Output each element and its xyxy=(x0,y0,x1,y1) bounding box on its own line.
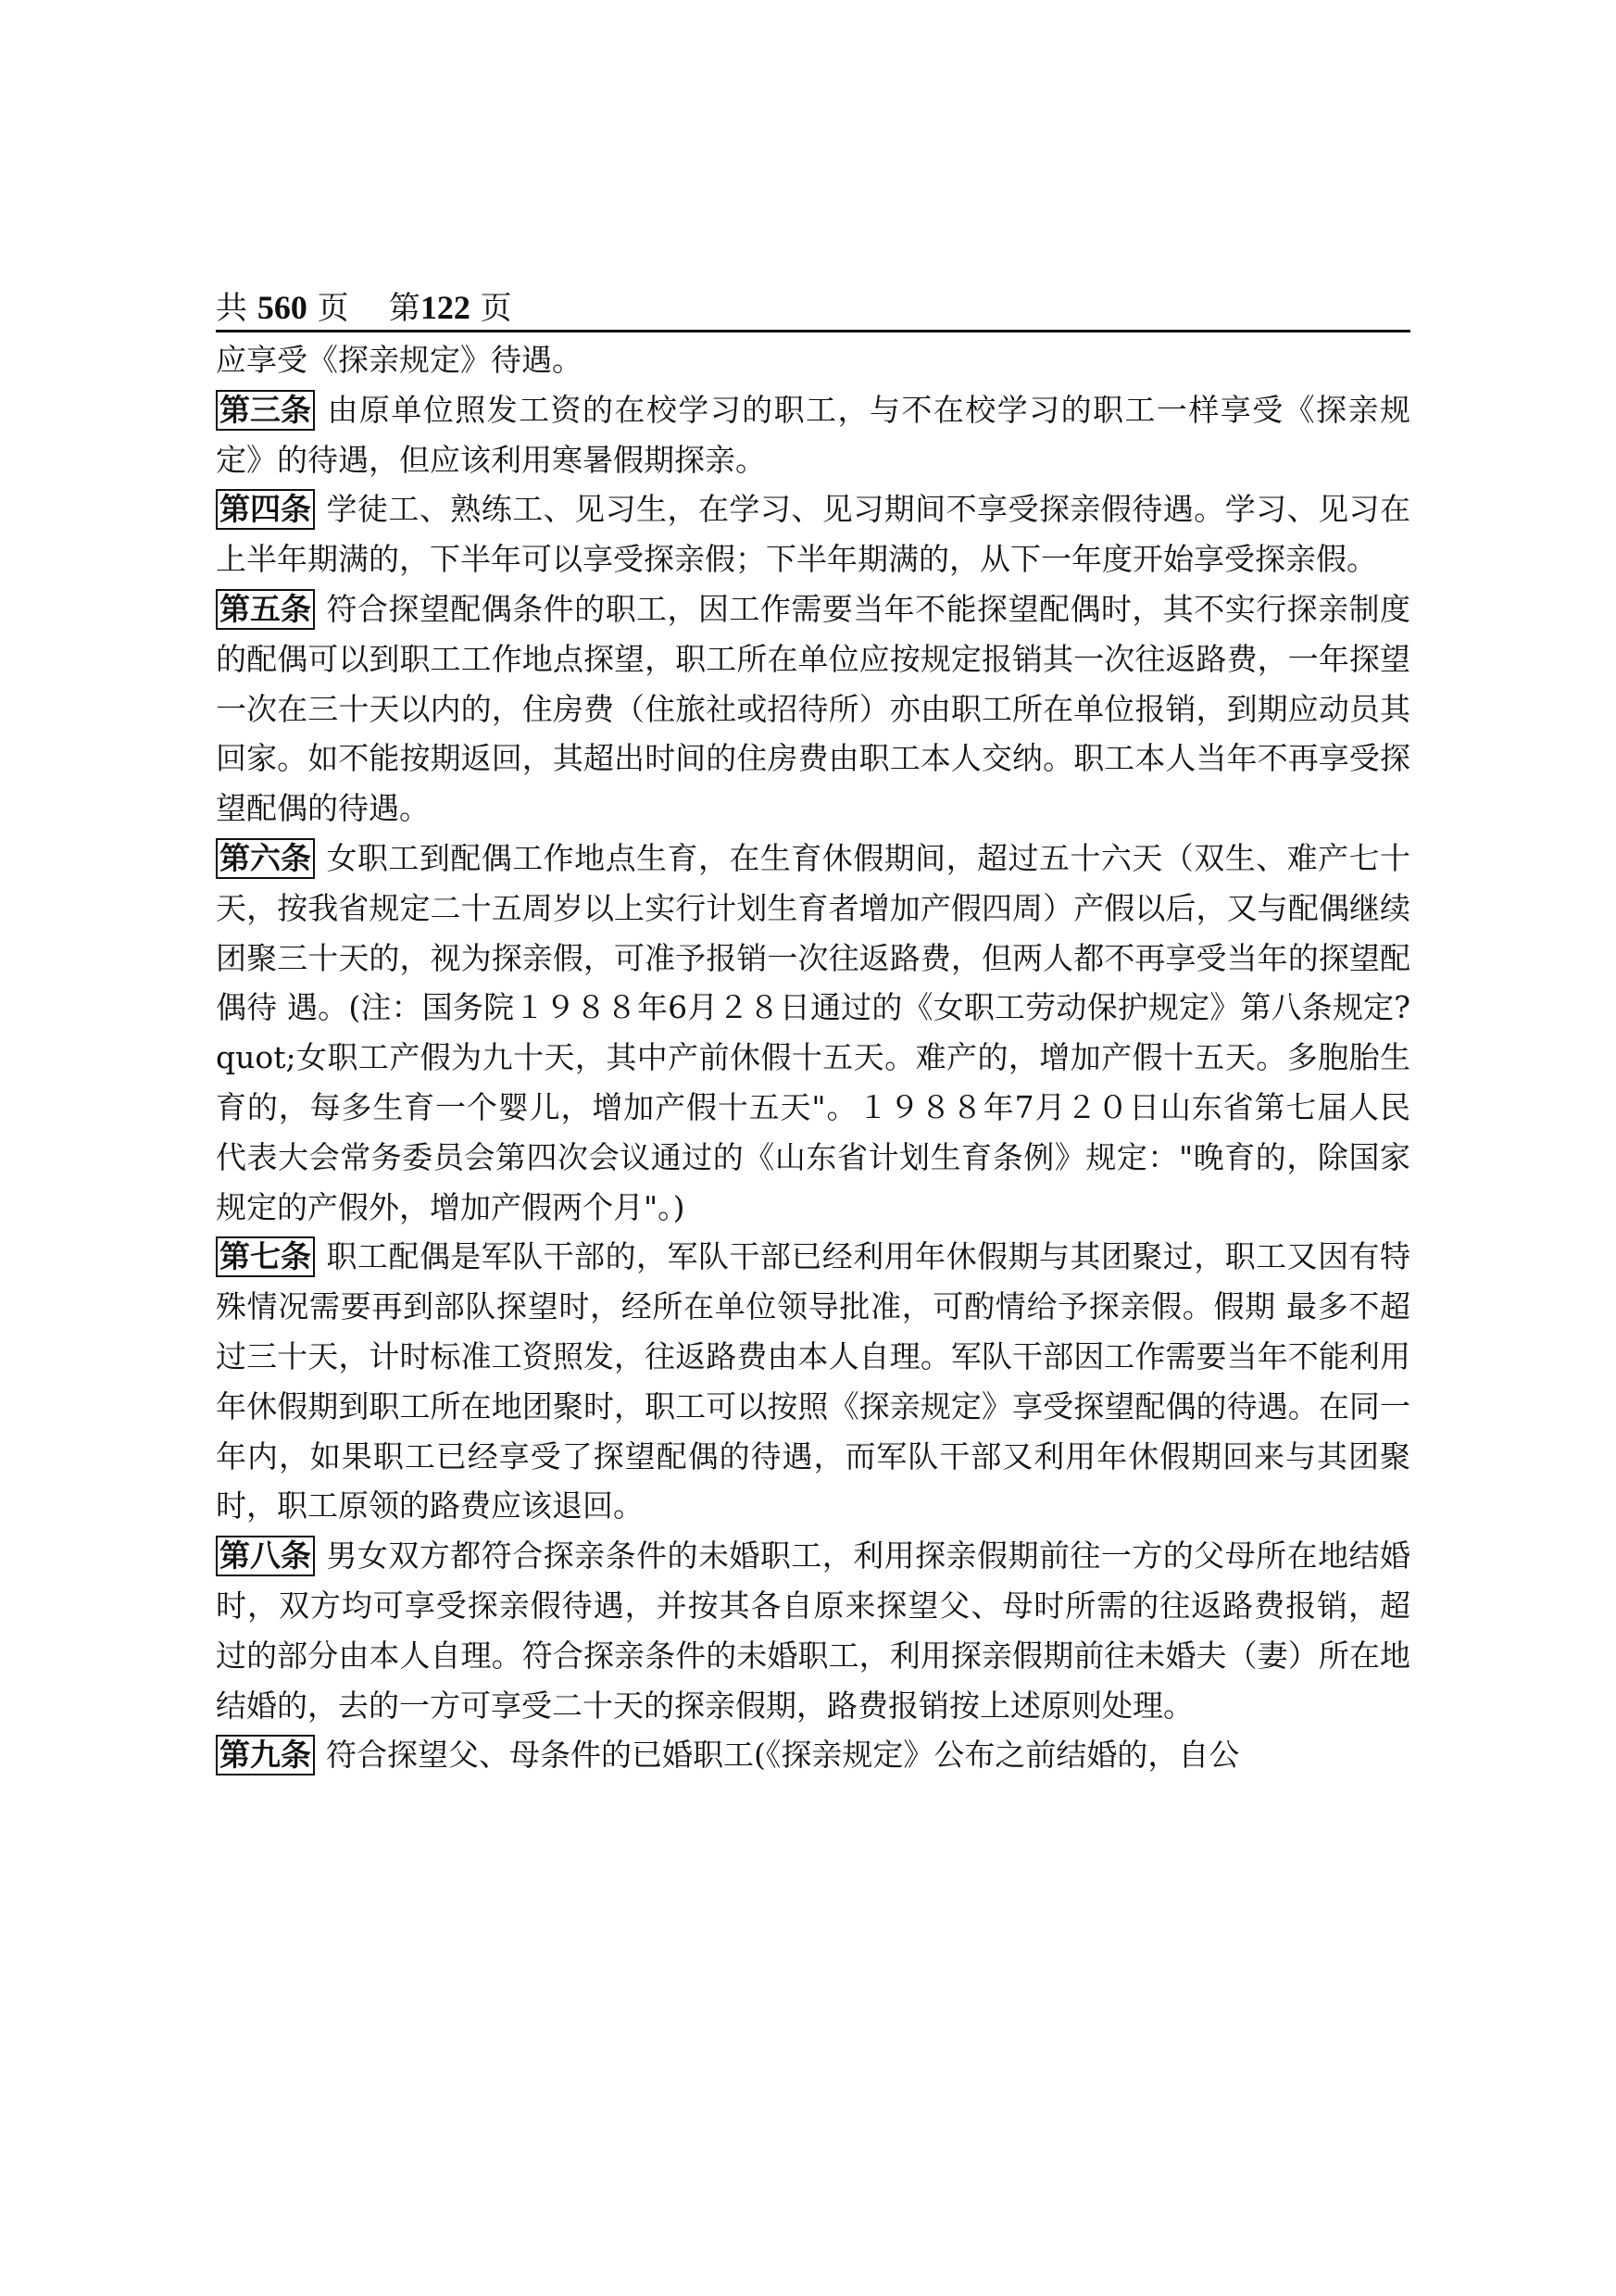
article-4 xyxy=(216,484,1410,584)
document-body xyxy=(216,335,1410,1780)
paragraph-text: 男女双方都符合探亲条件的未婚职工，利用探亲假期前往一方的父母所在地结婚时，双方均可享受探亲假待遇，并按其各自原来探望父、母时所需的往返路费报销，超 过的部分由本人自理。符合探亲条件的未婚职工，利用探亲假期前往未婚夫（妻）所在地结婚的，去的一方可享受二十天的探亲假期，路费报销按上述原则处理。 xyxy=(216,1537,1410,1724)
paragraph-text: 职工配偶是军队干部的，军队干部已经利用年休假期与其团聚过，职工又因有特殊情况需要再到部队探望时，经所在单位领导批准，可酌情给予探亲假。假期 最多不超过三十天，计时标准工资照发，往返路费由本人自理。军队干部因工作需要当年不能利用年休假期到职工所在地团聚时，职工可以按照《探亲规定》享受探望配偶的待遇。在同一年内，如果职工已经享受了探望配偶的待遇，而军队干部又利用年休假期回来与其团聚时，职工原领的路费应该退回。 xyxy=(216,1238,1410,1524)
total-pages-prefix: 共 xyxy=(216,290,247,327)
article-label: 第三条 xyxy=(216,390,315,431)
total-pages-suffix: 页 xyxy=(317,290,349,327)
paragraph-text: 女职工到配偶工作地点生育，在生育休假期间，超过五十六天（双生、难产七十天，按我省规定二十五周岁以上实行计划生育者增加产假四周）产假以后，又与配偶继续团聚三十天的，视为探亲假，可准予报销一次往返路费，但两人都不再享受当年的探望配偶待 遇。(注：国务院１９８８年6月２８日通过的《女职工劳动保护规定》第八条规定?quot;女职工产假为九十天，其中产前休假十五天。难产的，增加产假十五天。多胞胎生育的，每多生育一个婴儿，增加产假十五天"。１９８８年7月２０日山东省第七届人民代表大会常务委员会第四次会议通过的《山东省计划生育条例》规定："晚育的，除国家规定的产假外，增加产假两个月"。) xyxy=(216,839,1410,1225)
article-7 xyxy=(216,1232,1410,1531)
article-label: 第四条 xyxy=(216,489,315,530)
paragraph-text: 符合探望配偶条件的职工，因工作需要当年不能探望配偶时，其不实行探亲制度的配偶可以到职工工作地点探望，职工所在单位应按规定报销其一次往返路费，一年探望一次在三十天以内的，住房费（住旅社或招待所）亦由职工所在单位报销，到期应动员其回家。如不能按期返回，其超出时间的住房费由职工本人交纳。职工本人当年不再享受探望配偶的待遇。 xyxy=(216,590,1410,827)
current-page-prefix: 第 xyxy=(388,290,420,327)
current-page-number: 122 xyxy=(420,289,470,326)
total-pages-count: 560 xyxy=(257,289,307,326)
article-label: 第九条 xyxy=(216,1735,315,1775)
paragraph-text: 由原单位照发工资的在校学习的职工，与不在校学习的职工一样享受《探亲规定》的待遇，但应该利用寒暑假期探亲。 xyxy=(216,391,1410,478)
paragraph-continuation xyxy=(216,335,1410,385)
current-page-suffix: 页 xyxy=(480,290,512,327)
paragraph-text: 符合探望父、母条件的已婚职工(《探亲规定》公布之前结婚的，自公 xyxy=(326,1737,1240,1774)
article-5 xyxy=(216,584,1410,834)
article-label: 第六条 xyxy=(216,838,315,879)
article-label: 第八条 xyxy=(216,1536,315,1576)
paragraph-text: 学徒工、熟练工、见习生，在学习、见习期间不享受探亲假待遇。学习、见习在上半年期满的，下半年可以享受探亲假；下半年期满的，从下一年度开始享受探亲假。 xyxy=(216,491,1410,578)
article-3 xyxy=(216,385,1410,485)
article-9 xyxy=(216,1730,1410,1780)
article-label: 第五条 xyxy=(216,589,315,630)
article-label: 第七条 xyxy=(216,1236,315,1277)
page-header xyxy=(216,285,1410,332)
paragraph-text: 应享受《探亲规定》待遇。 xyxy=(216,342,583,378)
article-6 xyxy=(216,834,1410,1232)
article-8 xyxy=(216,1531,1410,1730)
